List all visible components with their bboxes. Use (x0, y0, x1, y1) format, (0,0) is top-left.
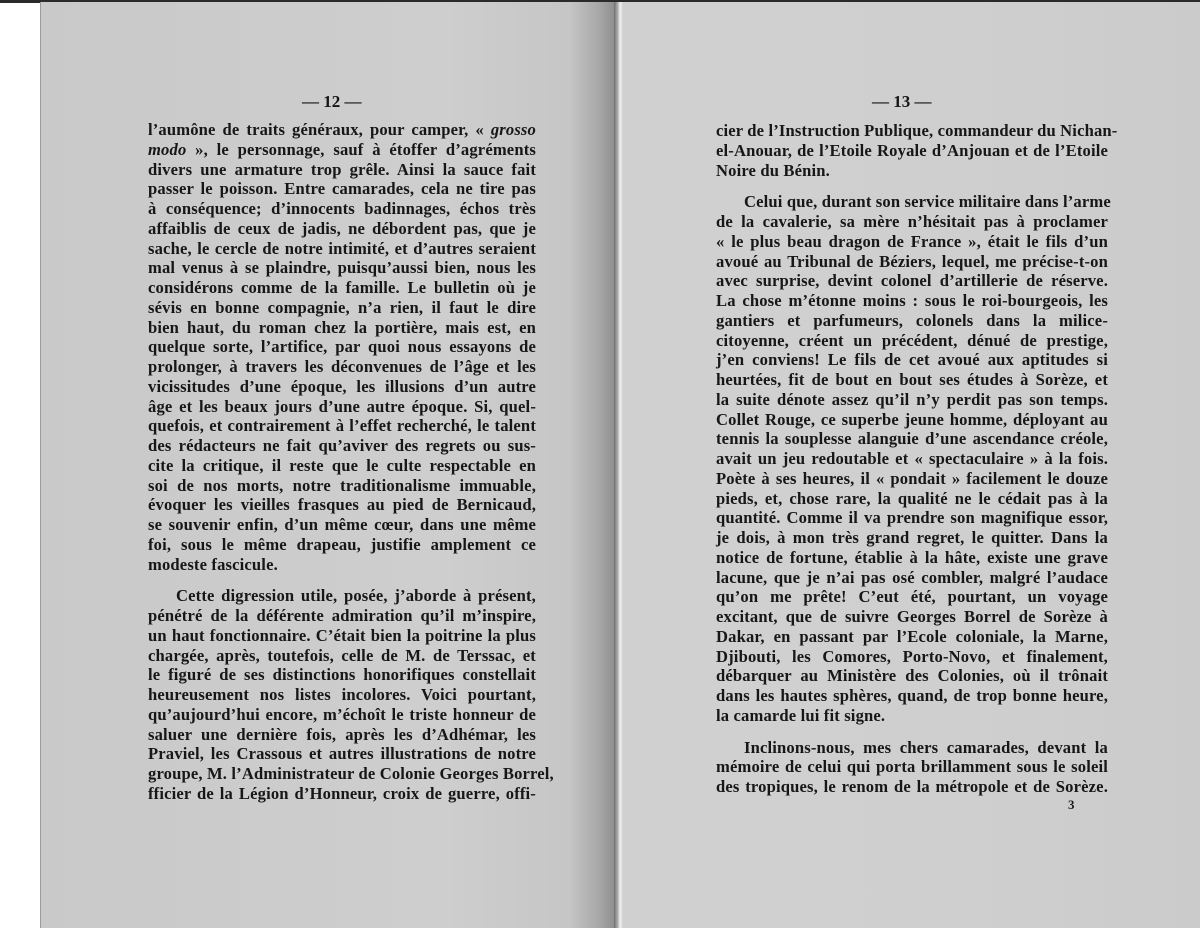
text-line: avait un jeu redoutable et « spectaculaire » à la fois. (716, 449, 1108, 468)
text-line: mal venus à se plaindre, puisqu’aussi bien, nous les (148, 258, 536, 278)
page-number-13: — 13 — (872, 92, 932, 111)
text-line: âge et les beaux jours d’une autre époque. Si, quel- (148, 396, 536, 416)
text-line: qu’aujourd’hui encore, m’échoît le triste honneur de (148, 704, 536, 724)
signature-mark: 3 (1068, 797, 1075, 812)
text-line: soi de nos morts, notre traditionalisme immuable, (148, 475, 536, 495)
text-line: de la cavalerie, sa mère n’hésitait pas à proclamer (716, 212, 1108, 231)
text-line: évoquer les vieilles frasques au pied de Bernicaud, (148, 495, 536, 515)
text-line: la suite dénote assez qu’il n’y perdit pas son temps. (716, 389, 1108, 409)
paragraph (148, 586, 554, 803)
text-line: modo », le personnage, sauf à étoffer d’agréments (148, 139, 536, 159)
text-line: Poète à ses heures, il « pondait » facilement le douze (716, 468, 1108, 488)
text-line: vicissitudes d’une époque, les illusions d’un autre (148, 376, 536, 396)
text-line: cite la critique, il reste que le culte respectable en (148, 455, 536, 475)
left-page-text (148, 120, 554, 804)
text-line: Cette digression utile, posée, j’aborde à présent, (176, 586, 536, 606)
text-line: un haut fonctionnaire. C’était bien la poitrine la plus (148, 625, 536, 645)
text-line: excitant, que de suivre Georges Borrel de Sorèze à (716, 607, 1108, 626)
text-line: la camarde lui fit signe. (716, 705, 886, 725)
text-line: foi, sous le même drapeau, justifie amplement ce (148, 534, 536, 554)
text-line: je dois, à mon très grand regret, le quitter. Dans la (716, 528, 1108, 547)
text-line: heureusement nos listes incolores. Voici pourtant, (148, 685, 536, 704)
text-line: groupe, M. l’Administrateur de Colonie Georges Borrel, (148, 764, 554, 783)
text-line: l’aumône de traits généraux, pour camper, « grosso (148, 120, 536, 139)
text-line: Dakar, en passant par l’Ecole coloniale, la Marne, (716, 626, 1108, 646)
text-line: considérons comme de la famille. Le bulletin où je (148, 278, 536, 297)
right-page-text (716, 121, 1118, 797)
text-line: « le plus beau dragon de France », était le fils d’un (716, 231, 1108, 251)
text-line: divers une armature trop grêle. Ainsi la sauce fait (148, 159, 536, 179)
text-line: des tropiques, le renom de la métropole et de Sorèze. (716, 777, 1108, 796)
text-line: des rédacteurs ne fait qu’aviver des regrets ou sus- (148, 436, 536, 455)
text-line: bien haut, du roman chez la portière, mais est, en (148, 317, 536, 337)
text-line: tennis la souplesse alanguie d’une ascendance créole, (716, 429, 1108, 449)
text-line: j’en conviens! Le fils de cet avoué aux aptitudes si (716, 350, 1108, 370)
text-line: pieds, et, chose rare, la qualité ne le cédait pas à la (716, 488, 1108, 508)
text-line: quantité. Comme il va prendre son magnifique essor, (716, 508, 1108, 528)
text-line: prolonger, à travers les déconvenues de l’âge et les (148, 357, 536, 376)
text-line: avoué au Tribunal de Béziers, lequel, me précise-t-on (716, 251, 1108, 271)
text-line: notice de fortune, établie à la hâte, existe une grave (716, 547, 1108, 567)
text-line: Celui que, durant son service militaire dans l’arme (744, 192, 1111, 212)
text-line: avec surprise, devint colonel d’artillerie de réserve. (716, 271, 1108, 291)
text-line: Djibouti, les Comores, Porto-Novo, et finalement, (716, 646, 1108, 666)
text-line: à conséquence; d’innocents badinnages, échos très (148, 199, 536, 218)
paragraph (148, 120, 536, 574)
text-line: Praviel, les Crassous et autres illustrations de notre (148, 744, 536, 764)
text-line: sévis en bonne compagnie, n’a rien, il faut le dire (148, 297, 536, 317)
text-line: heurtées, fit de bout en bout ses études à Sorèze, et (716, 370, 1108, 389)
text-line: quelque sorte, l’artifice, par quoi nous essayons de (148, 337, 536, 357)
text-line: se souvenir enfin, d’un même cœur, dans une même (148, 515, 536, 534)
text-line: Noire du Bénin. (716, 160, 830, 180)
text-line: passer le poisson. Entre camarades, cela ne tire pas (148, 179, 536, 199)
text-line: mémoire de celui qui porta brillamment sous le soleil (716, 757, 1108, 777)
paragraph (716, 192, 1111, 725)
text-line: Collet Rouge, ce superbe jeune homme, déployant au (716, 409, 1108, 429)
text-line: gantiers et parfumeurs, colonels dans la milice- (716, 310, 1108, 330)
text-line: modeste fascicule. (148, 554, 278, 574)
text-line: La chose m’étonne moins : sous le roi-bourgeois, les (716, 291, 1108, 310)
text-line: el-Anouar, de l’Etoile Royale d’Anjouan et de l’Etoile (716, 140, 1108, 160)
text-line: Inclinons-nous, mes chers camarades, devant la (744, 737, 1108, 757)
text-line: quefois, et contrairement à l’effet recherché, le talent (148, 416, 536, 436)
text-line: lacune, que je n’ai pas osé combler, malgré l’audace (716, 567, 1108, 587)
text-line: le figuré de ses distinctions honorifiques constellait (148, 665, 536, 685)
text-line: citoyenne, créent un précédent, dénué de prestige, (716, 330, 1108, 350)
text-line: saluer une dernière fois, après les d’Adhémar, les (148, 724, 536, 744)
text-line: dans les hautes sphères, quand, de trop bonne heure, (716, 686, 1108, 705)
text-line: fficier de la Légion d’Honneur, croix de guerre, offi- (148, 783, 536, 803)
text-line: sache, le cercle de notre intimité, et d’autres seraient (148, 238, 536, 258)
text-line: chargée, après, toutefois, celle de M. de Terssac, et (148, 645, 536, 665)
page-number-12: — 12 — (302, 92, 362, 111)
text-line: cier de l’Instruction Publique, commandeur du Nichan- (716, 121, 1118, 140)
paragraph (716, 738, 1108, 797)
text-line: débarquer au Ministère des Colonies, où il trônait (716, 666, 1108, 686)
text-line: qu’on me prête! C’eut été, pourtant, un voyage (716, 587, 1108, 607)
text-line: pénétré de la déférente admiration qu’il m’inspire, (148, 606, 536, 625)
text-line: affaiblis de ceux de jadis, ne débordent pas, que je (148, 218, 536, 238)
paragraph (716, 121, 1118, 180)
